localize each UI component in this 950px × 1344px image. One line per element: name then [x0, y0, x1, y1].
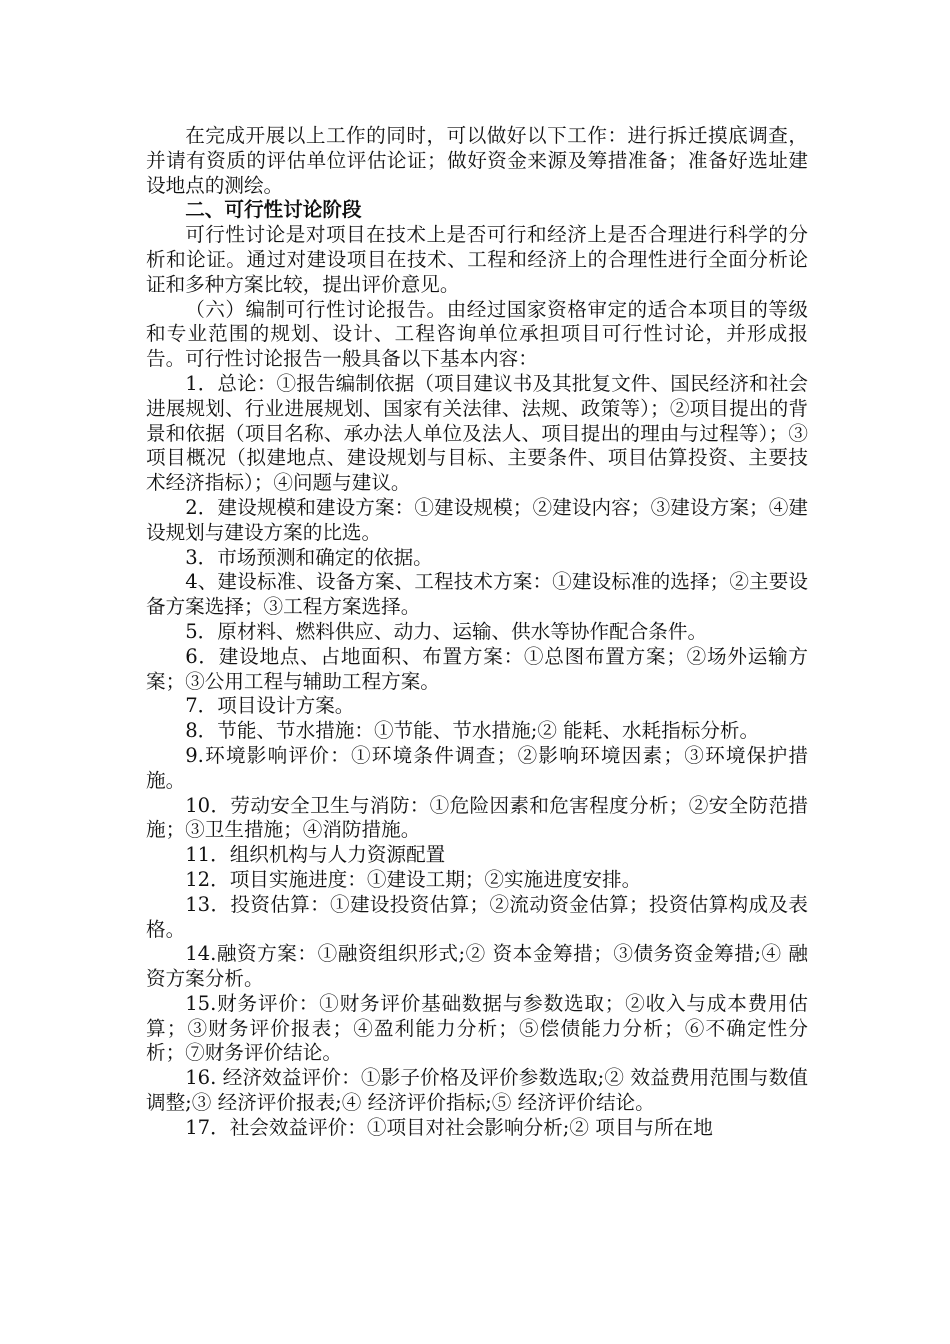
list-item-16: 16. 经济效益评价：①影子价格及评价参数选取;② 效益费用范围与数值调整;③ 经济评价报表;④ 经济评价指标;⑤ 经济评价结论。	[146, 1066, 808, 1115]
list-item-14: 14.融资方案：①融资组织形式;② 资本金筹措；③债务资金筹措;④ 融资方案分析。	[146, 942, 808, 991]
list-item-4: 4、建设标准、设备方案、工程技术方案：①建设标准的选择；②主要设备方案选择；③工程方案选择。	[146, 570, 808, 619]
document-page	[146, 124, 808, 1141]
list-item-10: 10．劳动安全卫生与消防：①危险因素和危害程度分析；②安全防范措施；③卫生措施；④消防措施。	[146, 793, 808, 842]
list-item-8: 8．节能、节水措施：①节能、节水措施;② 能耗、水耗指标分析。	[185, 719, 760, 743]
list-item-11: 11．组织机构与人力资源配置	[185, 843, 446, 867]
paragraph-definition: 可行性讨论是对项目在技术上是否可行和经济上是否合理进行科学的分析和论证。通过对建设项目在技术、工程和经济上的合理性进行全面分析论证和多种方案比较，提出评价意见。	[146, 223, 808, 296]
list-item-2: 2．建设规模和建设方案：①建设规模；②建设内容；③建设方案；④建设规划与建设方案的比选。	[146, 495, 808, 544]
list-item-7: 7．项目设计方案。	[185, 694, 355, 718]
list-item-12: 12．项目实施进度：①建设工期；②实施进度安排。	[185, 867, 642, 891]
list-item-5: 5．原材料、燃料供应、动力、运输、供水等协作配合条件。	[185, 619, 708, 643]
paragraph-report: （六）编制可行性讨论报告。由经过国家资格审定的适合本项目的等级和专业范围的规划、设计、工程咨询单位承担项目可行性讨论，并形成报告。可行性讨论报告一般具备以下基本内容：	[146, 297, 808, 371]
list-item-1: 1．总论：①报告编制依据（项目建议书及其批复文件、国民经济和社会进展规划、行业进展规划、国家有关法律、法规、政策等）；②项目提出的背景和依据（项目名称、承办法人单位及法人、项目提出的理由与过程等）；③项目概况（拟建地点、建设规划与目标、主要条件、项目估算投资、主要技术经济指标）；④问题与建议。	[146, 371, 808, 495]
section-heading: 二、可行性讨论阶段	[185, 198, 362, 222]
paragraph-intro: 在完成开展以上工作的同时，可以做好以下工作：进行拆迁摸底调查，并请有资质的评估单位评估论证；做好资金来源及筹措准备；准备好选址建设地点的测绘。	[146, 124, 808, 197]
list-item-13: 13．投资估算：①建设投资估算；②流动资金估算；投资估算构成及表格。	[146, 892, 808, 941]
list-item-17: 17．社会效益评价：①项目对社会影响分析;② 项目与所在地	[185, 1115, 713, 1139]
list-item-15: 15.财务评价：①财务评价基础数据与参数选取；②收入与成本费用估算；③财务评价报表；④盈利能力分析；⑤偿债能力分析；⑥不确定性分析；⑦财务评价结论。	[146, 991, 808, 1065]
list-item-3: 3．市场预测和确定的依据。	[185, 545, 433, 569]
list-item-9: 9.环境影响评价：①环境条件调查；②影响环境因素；③环境保护措施。	[146, 743, 808, 792]
list-item-6: 6．建设地点、占地面积、布置方案：①总图布置方案；②场外运输方案；③公用工程与辅助工程方案。	[146, 644, 808, 693]
